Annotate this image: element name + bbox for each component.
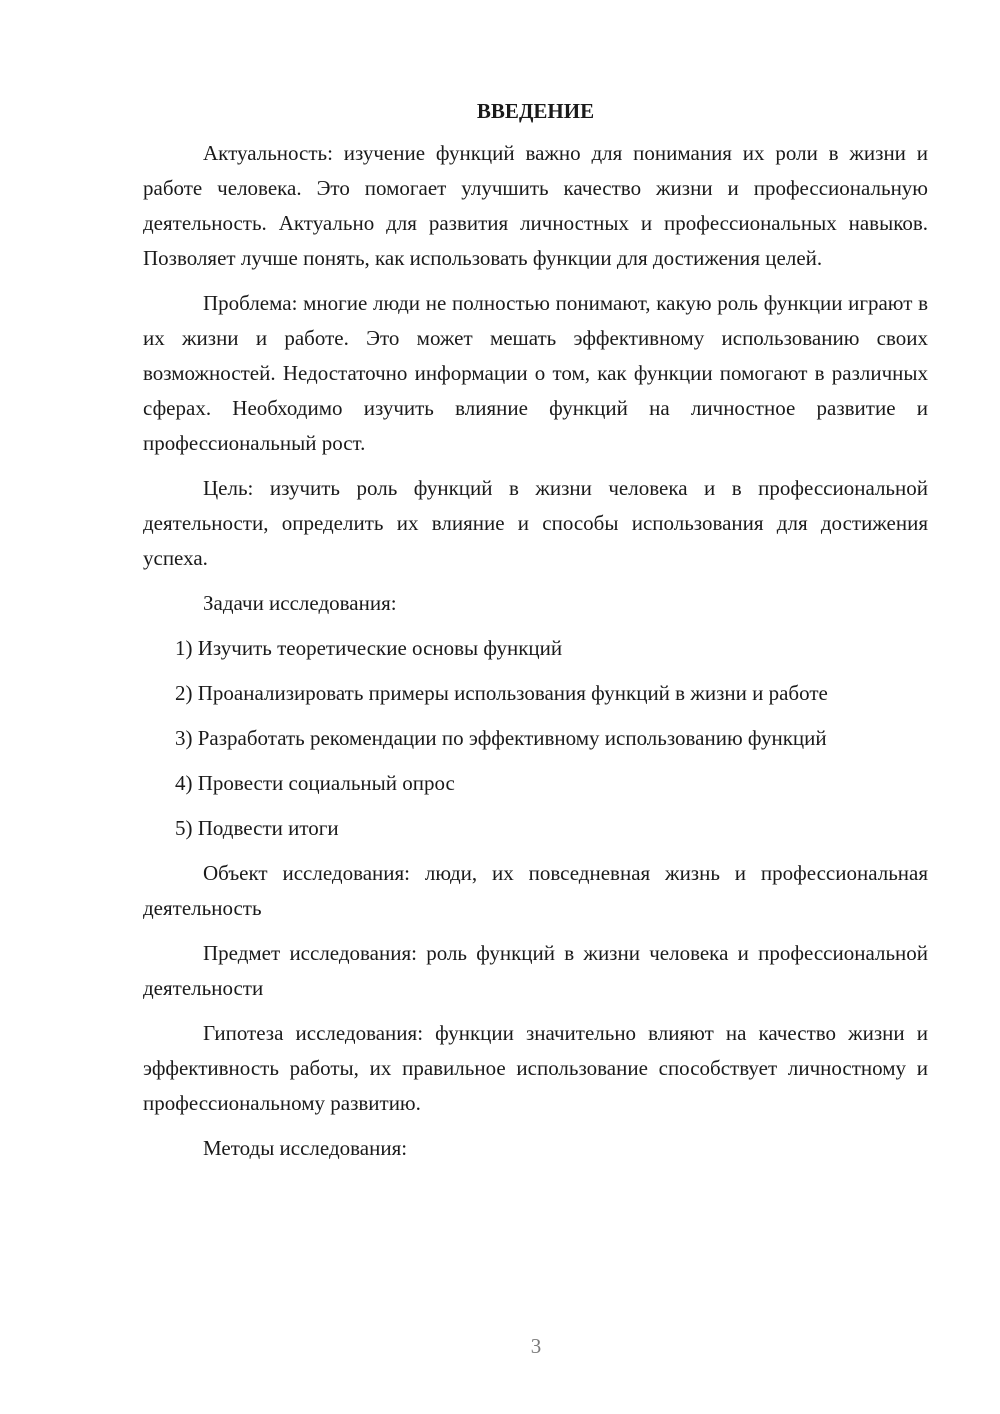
list-item: 2) Проанализировать примеры использования функций в жизни и работе: [175, 681, 828, 705]
page-title: ВВЕДЕНИЕ: [476, 99, 595, 123]
methods-heading: Методы исследования:: [203, 1136, 408, 1160]
document-page: [143, 96, 928, 1176]
list-item: 4) Провести социальный опрос: [175, 771, 455, 795]
paragraph-object: Объект исследования: люди, их повседневная жизнь и профессиональная деятельность: [143, 861, 928, 920]
list-item: 5) Подвести итоги: [175, 816, 339, 840]
paragraph-goal: Цель: изучить роль функций в жизни человека и в профессиональной деятельности, определить их влияние и способы использования для достижения успеха.: [143, 476, 928, 570]
page-number: 3: [530, 1334, 542, 1358]
paragraph-relevance: Актуальность: изучение функций важно для понимания их роли в жизни и работе человека. Это помогает улучшить качество жизни и профессиональную деятельность. Актуально для развития личностных и профессиональных навыков. Позволяет лучше понять, как использовать функции для достижения целей.: [143, 141, 928, 270]
tasks-list: [143, 631, 928, 846]
paragraph-problem: Проблема: многие люди не полностью понимают, какую роль функции играют в их жизни и работе. Это может мешать эффективному использованию своих возможностей. Недостаточно информации о том, как функции помогают в различных сферах. Необходимо изучить влияние функций на личностное развитие и профессиональный рост.: [143, 291, 928, 455]
paragraph-hypothesis: Гипотеза исследования: функции значительно влияют на качество жизни и эффективность работы, их правильное использование способствует личностному и профессиональному развитию.: [143, 1021, 928, 1115]
paragraph-subject: Предмет исследования: роль функций в жизни человека и профессиональной деятельности: [143, 941, 928, 1000]
list-item: 3) Разработать рекомендации по эффективному использованию функций: [175, 726, 827, 750]
list-item: 1) Изучить теоретические основы функций: [175, 636, 563, 660]
tasks-heading: Задачи исследования:: [203, 591, 397, 615]
